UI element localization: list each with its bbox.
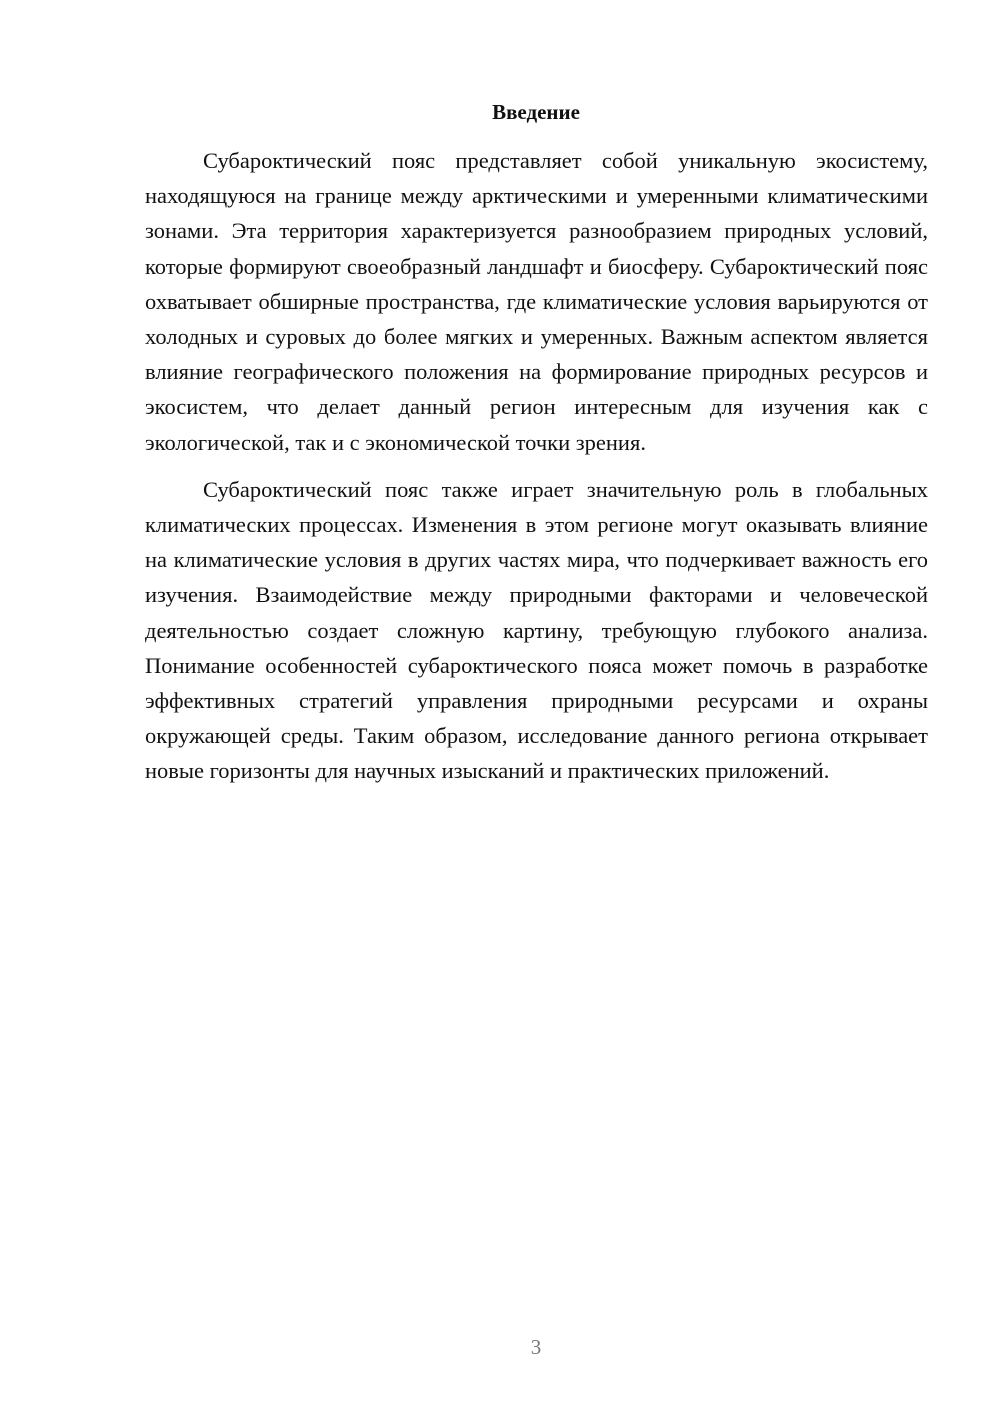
- body-text: [145, 143, 928, 789]
- paragraph-1: Субароктический пояс представляет собой уникальную экосистему, находящуюся на границе между арктическими и умеренными климатическими зонами. Эта территория характеризуется разнообразием природных условий, которые формируют своеобразный ландшафт и биосферу. Субароктический пояс охватывает обширные пространства, где климатические условия варьируются от холодных и суровых до более мягких и умеренных. Важным аспектом является влияние географического положения на формирование природных ресурсов и экосистем, что делает данный регион интересным для изучения как с экологической, так и с экономической точки зрения.: [145, 148, 928, 455]
- paragraph-2: Субароктический пояс также играет значительную роль в глобальных климатических процессах. Изменения в этом регионе могут оказывать влияние на климатические условия в других частях мира, что подчеркивает важность его изучения. Взаимодействие между природными факторами и человеческой деятельностью создает сложную картину, требующую глубокого анализа. Понимание особенностей субароктического пояса может помочь в разработке эффективных стратегий управления природными ресурсами и охраны окружающей среды. Таким образом, исследование данного региона открывает новые горизонты для научных изысканий и практических приложений.: [145, 476, 928, 784]
- page-number: 3: [530, 1335, 542, 1359]
- section-heading: Введение: [492, 100, 580, 124]
